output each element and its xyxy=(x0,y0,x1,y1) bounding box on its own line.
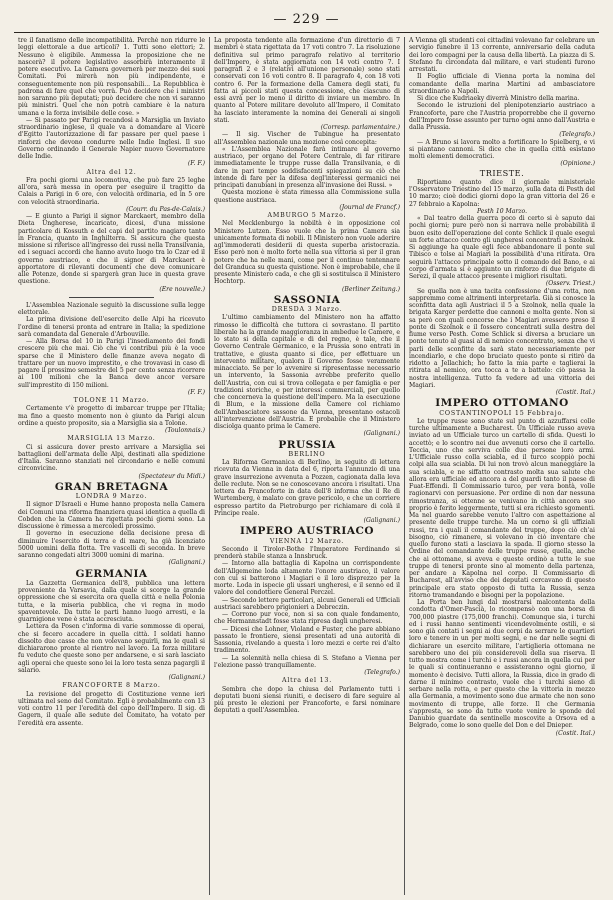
article-paragraph: Sembra che dopo la chiusa del Parlamento tutti i deputati buoni siensi riuniti, e decisero di fare seguire al più presto le elezioni per Francoforte, e farsi nominare deputati a quell'Assemblea. xyxy=(214,685,400,715)
article-paragraph: — Dicesi che Lohner, Violand e Fuster, che pare abbiano passato le frontiere, siensi presentati ad una autorità di Sassonia, rivelando a questa i loro mezzi e certe rei d'alto tradimento. xyxy=(214,625,400,655)
article-paragraph: Le truppe russe sono state sul punto di azzuffarsi colle turche ultimamente a Bucharest. Un Ufficiale russo aveva inviato ad un Ufficiale turco un cartello di sfida. Questi lo accettò; e lo scontro nei due avvenuti corso che il cartello. Teccia, uno che serviva colle due persone loro armi. L'Ufficiale russo colla sciabla, ed il turco scoppiò pochi colpi alla sua sciabla. Di lui non trovò alcun maneggiare la sua sciabla, e ne siffatto contrasto molta sua salute che allora era ufficiale ed ancora a del guardi tanto il paese di Fuat-Effendi. Il Commissario turco, per vera bontà, volle ragionarvi con persuasione. Per ordine di non dar nessuna rimostranza, si ottenne se venivano in città ancora suo proprio è ferito leggermente, tutti si era richiesto sgomenti. Ma nel guardo sarebbe venuto l'altro con aspettazione al presente delle truppe turche. Ma un corno si gli uffiziali russi, tra i quali il comandante del truppe, dopo ciò ch'ai bisogno, ciò rimanere, si volevano in ciò inventare che quello furono stati a lasciava la spada. Il giorno stesso la Ordine del comandante delle truppe russe, quella, anche che ai ottomane, si aveva e queste ordinò a tutte le sue truppe di tenersi pronte sino al momento della partenza, per andare a Kapolna nel corpo. Il Commissario di Bucharest, all'avviso che dei deputati cercavano di questo principale era stato opposto di tutta la Russia, senza ritorno tramandando e bisogni per la popolazione. xyxy=(409,417,595,599)
article-paragraph: Questa mozione è stata rimessa alla Commissione sulla questione austriaca. xyxy=(214,189,400,204)
columns xyxy=(14,37,599,895)
source-attribution: (Opinione.) xyxy=(560,160,595,168)
dateline-heading: VIENNA 12 Marzo. xyxy=(269,537,345,545)
section-date: Altra del 13. xyxy=(281,677,333,685)
source-attribution: (Telegrafo.) xyxy=(559,131,595,139)
source-attribution: (Berliner Zeitung.) xyxy=(342,285,400,293)
article-paragraph: Certamente v'è progetto di imbarcar truppe per l'Italia; ma fino a questo momento non è giunto da Parigi alcun ordine a questo proposito, sia a Marsiglia sia a Tolone. xyxy=(18,405,205,427)
dateline-heading: BERLINO xyxy=(288,450,326,458)
dateline-heading: FRANCOFORTE 8 Marzo. xyxy=(62,682,161,690)
article-paragraph: L'Assemblea Nazionale seguitò la discussione sulla legge elettorale. xyxy=(18,301,205,316)
article-paragraph: « L'Assemblea Nazionale farà intimare al governo austriaco, per organo del Potere Centrale, di far ritirare immediatamente le truppe russe dalla Transilvania, e di dare in pari tempo soddisfacenti spiegazioni su ciò che intende di fare per la difesa degl'interessi germanici nei principati danubiani in presenza all'invasione dei Russi. » xyxy=(214,145,400,189)
source-attribution: (Ere nouvelle.) xyxy=(159,285,205,293)
source-attribution: (Journal de Francf.) xyxy=(339,203,400,211)
article-paragraph: — Intorno alla battaglia di Kapolna un corrispondente dell'Allgemeine loda altamente l'onore austriaco, il valore con cui si batterono i Magiari e il loro disprezzo per la morte. Loda in ispecie gli ussari ungheresi, e il senno ed il valore del condottiere General Perczel. xyxy=(214,560,400,597)
column-1 xyxy=(14,37,209,895)
article-paragraph: « Dal teatro della guerra poco di certo si è saputo dai pochi giorni; pure però non si narrava nelle probabilità il buon esito dell'operazione del conte Schlick il quale eseguì un forte attacco contro gli ungheresi concentrati a Szolnok. Si aggiunge ha quale egli fece abbandonare il ponte sul Tibisco e tolse ai Magiari la possibilità d'una ritirata. Ora seguirà l'attacco principale sotto il comando del Bano, e ai corpo d'armata si è aggiunto un rinforzo di due brigate di Serezi, il quale attacco presente i migliori risultati. xyxy=(409,215,595,280)
dateline-heading: MARSIGLIA 13 Marzo. xyxy=(67,435,156,443)
article-paragraph: Si dice che Kudriaeky diverrà Ministro della marina. xyxy=(417,95,580,102)
article-paragraph: La prima divisione dell'esercito delle Alpi ha ricevuto l'ordine di tenersi pronta ad entrare in Italia; la spedizione sarà comandata dal Generale d'Arbouville. xyxy=(18,316,205,338)
section-heading: TRIESTE. xyxy=(479,167,525,178)
article-paragraph: La Riforma Germanica di Berlino, in seguito di lettera ricevuta da Vienna in data del 6, riporta l'annunzio di una grave insurrezione avvenuta a Pozzen, cagionata dalla leva delle reclute. Non se ne conoscevano ancora i risultati. Una lettera da Francoforte in data dell'8 informa che il Re di Wurtemberg, è malato con grave pericolo, e che un corriere espresso partito da Pietroburgo per richiamare di colà il Principe reale. xyxy=(214,459,400,517)
source-attribution: (Spectateur du Midi.) xyxy=(138,472,205,480)
source-attribution: (Galignani.) xyxy=(168,559,205,567)
source-attribution: (Corresp. parlamentaire.) xyxy=(320,124,400,131)
page-number: — 229 — xyxy=(273,12,340,27)
article-paragraph: — Alla Borsa del 10 in Parigi l'insediamento dei fondi crescere più che mai. Ciò che vi contribuì più è la voce sparse che il Ministero delle finanze aveva negato di trattare per un nuovo imprestito, e che trovavasi in caso di pagare il prossimo semestre del 5 per cento senza ricorrere ai 100 milioni che la Banca deve ancor versare sull'imprestito di 150 milioni. xyxy=(18,338,205,389)
header-rule xyxy=(14,32,599,33)
article-paragraph: Secondo le istruzioni del plenipotenziario austriaco a Francoforte, pare che l'Austria proporrebbe che il governo dell'Impero fosse assunto per turno ogni anno dall'Austria e dalla Prussia. xyxy=(409,102,595,131)
source-attribution: (F. F.) xyxy=(187,160,205,168)
article-paragraph: — Secondo lettere particolari, alcuni Generali ed Ufficiali austriaci sarebbero prigionieri a Debreczin. xyxy=(214,596,400,611)
dateline-heading: AMBURGO 5 Marzo. xyxy=(267,212,347,219)
article-paragraph: Ci si assicura dover presto arrivare a Marsiglia sei battaglioni dell'armata delle Alpi, destinati alla spedizione d'Italia. Saranno stanziati nel circondario e nelle comuni circonvicine. xyxy=(18,443,205,473)
column-2 xyxy=(209,37,404,895)
article-paragraph: — Si passato per Parigi recandosi a Marsiglia un Inviato straordinario inglese, il quale va a domandare al Vicerè d'Egitto l'autorizzazione di far passare per quel paese i rinforzi che devono condurre nelle Indie Inglesi. Il suo Governo ordinando il Generale Napier nuovo Governatore delle Indie. xyxy=(18,116,205,160)
source-attribution: (Costit. Ital.) xyxy=(555,389,595,396)
source-attribution: (Galignani.) xyxy=(168,674,205,681)
source-attribution: (F. F.) xyxy=(187,388,205,396)
source-attribution: (Telegrafo.) xyxy=(364,669,400,676)
article-paragraph: — Il sig. Vischer de Tubingue ha presentato all'Assemblea nazionale una mozione così concepita: xyxy=(214,131,400,146)
article-paragraph: — La solennità nella chiesa di S. Stefano a Vienna per l'elezione passò tranquillamente. xyxy=(214,654,400,669)
article-paragraph: Fra pochi giorni una locomotiva, che può fare 25 leghe all'ora, sarà messa in opera per eseguire il tragitto da Calais a Parigi in 6 ore, con velocità ordinaria, ed in 5 ore con velocità straordinaria. xyxy=(18,176,205,206)
article-paragraph: Se quella non è una tacita confessione d'una rotta, non sappremmo come altrimenti interpretarla. Già si conosce la sconfitta data agli Austriaci il 5 a Szolnok, nella quale la brigata Karger perdette due cannoni e molta gente. Non si sa però con quali concorse che i Magiari avessero preso il ponte di Szolnok e il fossero concentrati sulla destra del fiume verso Pesth. Come Schlick si diversa a bruciare un ponte tenuto al guasi al di nemico concentrato, senza che vi parli delle sconfitte da sarà stato necessariamente per incendiarlo, e che dopo bruciato questo ponte si ritirò da ridotto a Jellachich; ho fatto la mia parte e taglierai la ritirata al nemico, ora tocca a te a battelo: ciò passa la nostra intelligenza. Tutto fa vedere ad una vittoria dei Magiari. xyxy=(409,287,595,389)
source-attribution: (Toulonnais.) xyxy=(164,427,205,434)
column-3 xyxy=(404,37,599,895)
article-paragraph: tre il fanatismo delle incompatibilità. Perchè non ridurre le leggi elettorale a due articoli? 1. Tutti sono elettori; 2. Nessuno è eligibile. Ammessa la proposizione che ne nascerà? il potere legislativo assorbirà interamente il potere esecutivo. La Camera governerà per mezzo dei suoi Comitati. Poi mirerà non più indipendente, e conseguentemente non più responsabili... La Repubblica è padrona di fare quel che vorrà. Può decidere che i ministri non saranno più deputati; può decidere che non vi saranno più ministri. Quel che non potrà cambiare è la natura umana e la forza invisibile delle cose. » xyxy=(18,37,205,117)
article-paragraph: Lettera da Posen c'informa di varie sommosse di operai, che si fecero accadere in quella città. I soldati hanno dissolto due casse che non volevano seguirli, ma le quali si dichiararono pronte al rientro nel lavoro. La forza militare fu veduto che queste sono per andarsene, e si sarà lasciato agli operai che queste sono lei la loro testa senza pagargli il salario. xyxy=(18,623,205,674)
article-paragraph: Riportiamo quanto dice il giornale ministeriale l'Osservatore Triestino del 15 marzo, sulla data di Pesth del 10 marzo; cioè dodici giorni dopo la gran vittoria del 26 e 27 febbraio a Kapolna: xyxy=(409,178,595,208)
article-paragraph: La revisione del progetto di Costituzione venne ieri ultimata nel seno del Comitato. Egli è probabilmente con 13 voti contro 11 per l'eredità del capo dell'Impero. Il sig. di Gagern, il quale alle sedute del Comitato, ha votato per l'eredità era assente. xyxy=(18,690,205,727)
article-paragraph: Nel Mecklenburgo la nobiltà è in opposizione col Ministero Lutzen. Esso vuole che la prima Camera sia unicamente formata di nobili. Il Ministero non vuole aderire agl'immoderati desiderii di questa superba aristocrazia. Esso però non è molto forte nella sua vittoria sì per il gran potere che ha nelle mani, come per il continuo tentennare del Granduca su questa quistione. Non è improbabile, che il presente Ministero cada, e che gli si sostituisca il Ministero Hochtorp. xyxy=(214,220,400,286)
article-paragraph: — Corrono pur voce, non si sa con quale fondamento, che Hermannstadt fosse stata ripresa dagli ungheresi. xyxy=(214,611,400,626)
dateline-heading: TOLONE 11 Marzo. xyxy=(73,397,150,404)
article-paragraph: Il governo in esecuzione della decisione presa di diminuire l'esercito di terra e di mare, ha già licenziato 5000 uomini della flotta. Tre vascelli di seconda. In breve saranno congedati altri 3000 uomini di marina. xyxy=(18,530,205,559)
source-attribution: (Galignani.) xyxy=(363,517,400,524)
country-heading: PRUSSIA xyxy=(278,438,336,451)
dateline-heading: COSTANTINOPOLI 15 Febbrajo. xyxy=(439,409,565,417)
article-paragraph: — A Bruno si lavora molto a fortificare lo Spielberg, e vi si piantano cannoni. Si dice che in quella città esistano molti elementi democratici. xyxy=(409,138,595,160)
article-paragraph: La proposta tendente alla formazione d'un direttorio di 7 membri è stata rigettata da 17 voti contro 7. La risoluzione definitiva sul primo paragrafo relativo al territorio dell'Impero, è stata aggiornata con 14 voti contro 7. I paragrafi 2 e 3 (relativi all'unione personale) sono stati conservati con 16 voti contro 8. Il paragrafo 4, con 18 voti contro 6. Per la formazione della Camera degli stati, fu fatta ai piccoli stati questa concessione, che ciascuno di essi avrà per lo meno il diritto di inviare un membro. In quanto al Potere militare devoluto all'Impero, il Comitato ha lasciato interamente la nomina dei Generali ai singoli stati. xyxy=(214,37,400,124)
country-heading: SASSONIA xyxy=(273,293,341,306)
source-attribution: (Courr. du Pas-de-Calais.) xyxy=(126,205,205,213)
country-heading: GRAN BRETAGNA xyxy=(54,480,169,493)
source-attribution: (Galignani.) xyxy=(363,430,400,438)
article-paragraph: — E giunto a Parigi il signor Marckaert, membro della Dieta Ungherese, incaricato, dicesi, d'una missione particolare di Kossuth e del capi del partito magiaro tanto in Francia, quanto in Inghilterra. Si assicura che questa missione si riferisce all'ingresso dei russi nella Transilvania, ed i seguaci accordi che hanno avuto luogo tra lo Czar ed il governo austriaco, e che il signor di Marckaert è apportatore di rilevanti documenti che deve comunicare alle Potenze, donde si spargerà gran luce in questa grave questione. xyxy=(18,213,205,286)
article-paragraph: Secondo il Tirolor-Bothe l'Imperatore Ferdinando si prenderà stabile stanza a Innsbruck. xyxy=(214,545,400,560)
separator xyxy=(69,297,153,298)
section-date: Altra del 12. xyxy=(86,168,137,176)
source-attribution: (Costit. Ital.) xyxy=(555,729,595,737)
article-paragraph: La Gazzetta Germanica dell'8, pubblica una lettera proveniente da Varsavia, dalla quale si scorge la grande oppressione che si esercita ora quella città e nella Polonia tutta, e la miseria pubblica, che vi regna in modo spaventevole. Da tutte le parti hanno luogo arresti, e la guarnigione vene è stata accresciuta. xyxy=(18,579,205,623)
country-heading: IMPERO AUSTRIACO xyxy=(240,525,374,538)
source-attribution: (Osserv. Triest.) xyxy=(545,280,595,288)
country-heading: GERMANIA xyxy=(75,567,148,580)
dateline: Pesth 10 Marzo. xyxy=(476,207,528,215)
dateline-heading: LONDRA 9 Marzo. xyxy=(75,493,148,500)
article-paragraph: Il Foglio ufficiale di Vienna porta la nomina del comandante della marina Martini ad ambasciatore straordinario a Napoli. xyxy=(409,73,595,95)
dateline-heading: DRESDA 3 Marzo. xyxy=(271,306,343,313)
country-heading: IMPERO OTTOMANO xyxy=(435,397,569,410)
article-paragraph: A Vienna gli studenti coi cittadini volevano far celebrare un servigio funebre il 13 corrente, anniversario della caduta dei loro compagni per la causa della libertà. La piazza di S. Stefano fu circondata dal militare, e vari studenti furono arrestati. xyxy=(409,37,595,73)
article-paragraph: L'ultimo cambiamento del Ministero non ha affatto rimosso le difficoltà che tuttora ci sovrastano. Il partito liberale ha la grande maggioranza in ambedue le Camere, e lo stato si della capitale e di del regno, è tale, che il Governo Centrale Germanico, e la Prussia sono entrati in trattative, e giusta quanto si dice, per effettuare un intervento militare, qualora il Governo fosse veramente minacciato. Se per lo avvenire si ripresentasse necessario un intervento, la Sassonia avrebbe preferito quello dell'Austria, con cui si trova collegata e per famiglia e per tradizioni storiche, e per interessi commerciali, per quello che concerneva la questione dell'impero. Ma la esecuzione di Blum, e la missione della Camere col richiamo dell'Ambasciatore sassone da Vienna, presentano ostacoli all'intervenzione dell'Austria. E probabile che il Ministero disciolga quanto prima le Camere. xyxy=(214,314,400,430)
article-paragraph: Il signor D'Israeli e Hume hanno proposta nella Camera dei Comuni una riforma finanziera quasi identica a quella di Cobden che la Camera ha rigettata pochi giorni sono. La discussione è rimessa a mercoledì prossimo. xyxy=(18,501,205,530)
article-paragraph: La Porta ben lungi dal mostrarsi malcontenta della condotta d'Omer-Pascià, lo ricompensò con una borsa di 700,000 piastre (175,000 franchi). Comunque sia, i turchi ed i russi hanno sentimenti vicendevolmente ostili, e si sono già contati i segni ai due corpi da serrare le quartieri loro e tenere in un per molti segni, e ne dar nelle segni di dichiarare un esercito militare, l'artiglieria ottomana ne sarebbero uno dei più considerevoli della sua riserva. Il tutto mostra come i turchi e i russi ancora in quella cui per le quali si continueranno e assisteranno ogni giorno, il momento è decisivo. Tutti allora, la Russia, dice in grado di darne il minimo contrasto, vuole che i turchi sieno di serbare nella rotta, e per questo che la vittoria in mezzo alla Germania, a movimento sono due armate che non sono movimento di truppe, alle forze. Il che Germania s'appresta, se sono da tutte vuote venire le sponde del Danubio guardate da sentinelle moscovite a Orsova ed a Belgrado, come lo sono quelle del Don e del Dnieper. xyxy=(409,599,595,730)
